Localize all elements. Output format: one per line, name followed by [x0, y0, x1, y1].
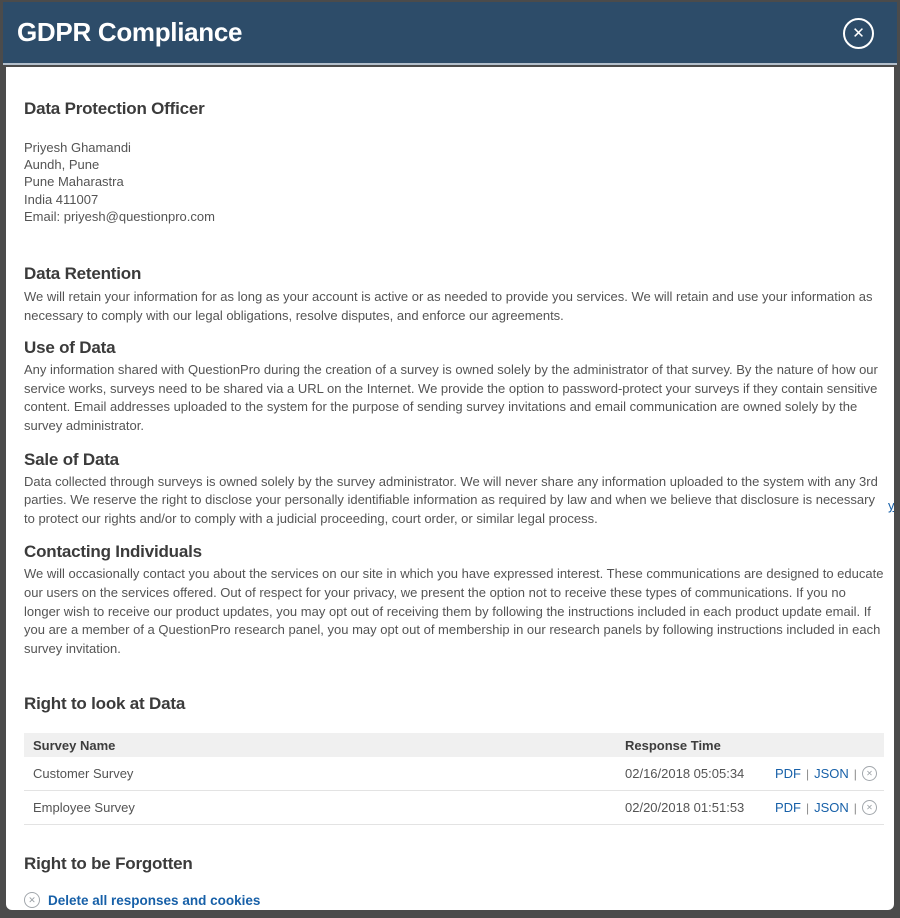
clipped-link-fragment: y [888, 498, 894, 513]
dpo-heading: Data Protection Officer [24, 99, 205, 118]
close-icon[interactable] [843, 18, 874, 49]
dpo-address-line-2: Pune Maharastra [24, 174, 124, 190]
delete-all-icon[interactable] [24, 892, 40, 908]
survey-name-cell: Customer Survey [33, 766, 134, 782]
data-retention-text: We will retain your information for as long as your account is active or as needed to provide you services. We will retain and use your information as necessary to comply with our legal obligations, resolve disputes, and enforce our agreements. [24, 289, 873, 323]
table-row [24, 791, 884, 825]
modal-header [3, 2, 897, 65]
row-actions [775, 766, 894, 781]
table-row [24, 757, 884, 791]
row-actions [775, 800, 894, 815]
separator: | [806, 766, 810, 781]
table-header-row [24, 733, 884, 757]
modal-title: GDPR Compliance [17, 17, 243, 47]
dpo-address-line-1: Aundh, Pune [24, 157, 100, 173]
delete-all-row [24, 892, 884, 908]
delete-response-icon-glyph: ✕ [866, 768, 873, 778]
separator: | [853, 800, 857, 815]
survey-name-cell: Employee Survey [33, 800, 135, 816]
contacting-individuals-heading: Contacting Individuals [24, 542, 202, 562]
responses-table [24, 733, 884, 825]
delete-response-icon[interactable] [862, 800, 877, 815]
dpo-email-line: Email: priyesh@questionpro.com [24, 208, 215, 224]
delete-all-icon-glyph: ✕ [28, 894, 36, 905]
json-download-link[interactable]: JSON [814, 800, 849, 816]
pdf-download-link[interactable]: PDF [775, 766, 801, 782]
right-to-be-forgotten-heading: Right to be Forgotten [24, 854, 193, 874]
col-header-survey-name: Survey Name [33, 737, 116, 753]
contacting-individuals-text: We will occasionally contact you about the services on our site in which you have expressed interest. These communications are designed to educate our users on the services offered. Out of respect for your privacy, we present the option not to receive these types of communications. If you no longer wish to receive our product updates, you may opt out of receiving them by following the instructions included in each product update email. If you are a member of a QuestionPro research panel, you may opt out of membership in our research panels by following instructions included in each survey invitation. [24, 566, 884, 656]
right-to-look-heading: Right to look at Data [24, 694, 186, 714]
response-time-cell: 02/16/2018 05:05:34 [625, 766, 745, 782]
dpo-address-block [24, 139, 884, 225]
col-header-response-time: Response Time [625, 737, 721, 753]
dpo-address-line-3: India 411007 [24, 191, 99, 207]
delete-response-icon-glyph: ✕ [866, 802, 873, 812]
sale-of-data-text: Data collected through surveys is owned solely by the survey administrator. We will never share any information uploaded to the system with any 3rd parties. We reserve the right to disclose your personally identifiable information as required by law and when we believe that disclosure is necessary to protect our rights and/or to comply with a judicial proceeding, court order, or similar legal process. [24, 473, 878, 526]
data-retention-heading: Data Retention [24, 264, 142, 284]
response-time-cell: 02/20/2018 01:51:53 [625, 800, 745, 816]
delete-response-icon[interactable] [862, 766, 877, 781]
sale-of-data-heading: Sale of Data [24, 449, 119, 469]
separator: | [806, 800, 810, 815]
json-download-link[interactable]: JSON [814, 766, 849, 782]
use-of-data-heading: Use of Data [24, 338, 116, 358]
dpo-name-line: Priyesh Ghamandi [24, 140, 131, 155]
separator: | [853, 766, 857, 781]
pdf-download-link[interactable]: PDF [775, 800, 801, 816]
modal-body [6, 67, 894, 910]
close-icon-glyph: ✕ [852, 25, 865, 42]
delete-all-responses-link[interactable]: Delete all responses and cookies [48, 892, 261, 908]
use-of-data-text: Any information shared with QuestionPro during the creation of a survey is owned solely by the administrator of that survey. By the nature of how our service works, surveys need to be shared via a URL on the Internet. We provide the option to password-protect your surveys if they contain sensitive content. Email addresses uploaded to the system for the purpose of sending survey invitations and email communication are owned solely by the survey administrator. [24, 362, 878, 433]
